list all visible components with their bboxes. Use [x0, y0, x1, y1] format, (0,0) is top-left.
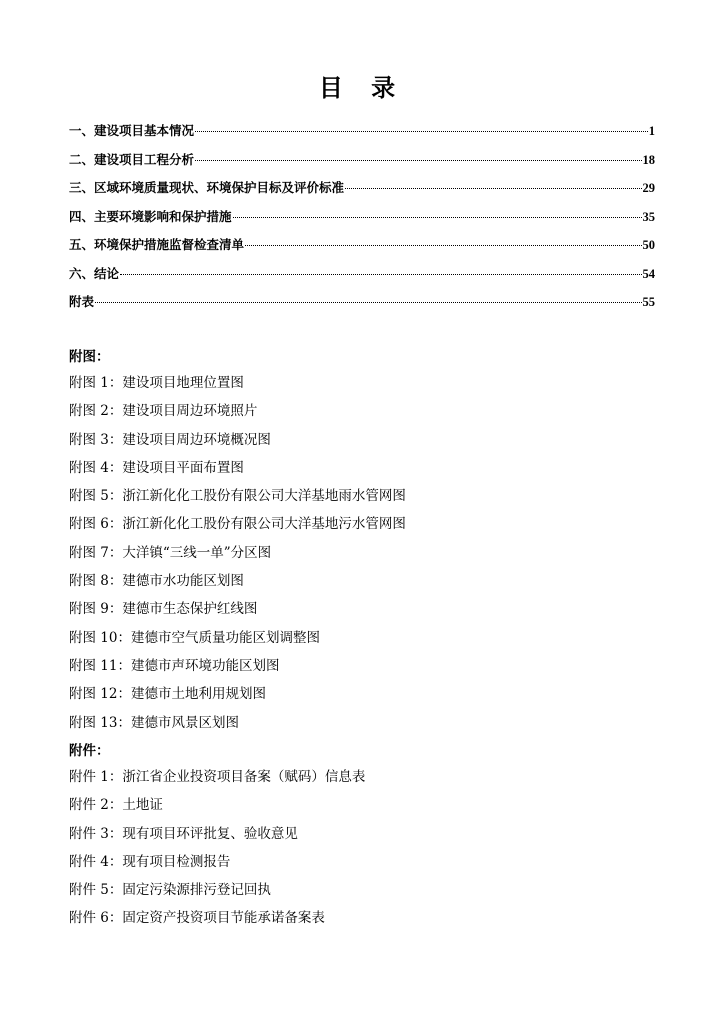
toc-entry-page: 54: [642, 266, 655, 281]
page-title: 目 录: [318, 74, 406, 102]
toc-entry[interactable]: [69, 292, 655, 321]
figure-item: 附图 3：建设项目周边环境概况图: [69, 431, 271, 448]
figure-item: 附图 8：建德市水功能区划图: [69, 573, 244, 590]
toc-entry-page: 29: [642, 181, 655, 195]
figure-item: 附图 13：建德市风景区划图: [69, 714, 239, 731]
toc-entry-page: 1: [648, 124, 655, 138]
table-of-contents: [69, 121, 655, 321]
figure-item: 附图 4：建设项目平面布置图: [69, 459, 244, 476]
toc-entry-page: 50: [642, 238, 655, 252]
toc-entry-page: 55: [642, 295, 655, 309]
toc-entry-label: 附表: [69, 294, 95, 309]
figure-item: 附图 1：建设项目地理位置图: [69, 375, 244, 391]
toc-entry-page: 18: [642, 152, 655, 167]
toc-entry[interactable]: [69, 121, 655, 150]
toc-entry[interactable]: [69, 150, 655, 179]
attachment-item: 附件 1：浙江省企业投资项目备案（赋码）信息表: [69, 769, 366, 785]
toc-entry-label: 五、环境保护措施监督检查清单: [69, 237, 245, 252]
figure-item: 附图 7：大洋镇“三线一单”分区图: [69, 544, 272, 561]
attachment-item: 附件 3：现有项目环评批复、验收意见: [69, 825, 298, 842]
figures-heading: 附图：: [69, 349, 110, 365]
toc-entry[interactable]: [69, 178, 655, 207]
toc-entry-label: 二、建设项目工程分析: [69, 151, 195, 167]
figure-item: 附图 2：建设项目周边环境照片: [69, 403, 258, 420]
toc-dot-leader: [95, 302, 641, 303]
figure-item: 附图 9：建德市生态保护红线图: [69, 601, 258, 618]
attachment-item: 附件 6：固定资产投资项目节能承诺备案表: [69, 910, 325, 927]
attachments-heading: 附件：: [69, 743, 110, 759]
toc-dot-leader: [195, 160, 641, 161]
toc-dot-leader: [345, 188, 641, 189]
toc-dot-leader: [233, 217, 642, 218]
figure-item: 附图 12：建德市土地利用规划图: [69, 686, 266, 703]
toc-dot-leader: [245, 245, 641, 246]
toc-entry-label: 三、区域环境质量现状、环境保护目标及评价标准: [69, 180, 345, 195]
attachment-item: 附件 4：现有项目检测报告: [69, 853, 231, 870]
toc-dot-leader: [195, 131, 648, 132]
figure-item: 附图 10：建德市空气质量功能区划调整图: [69, 629, 320, 646]
toc-entry[interactable]: [69, 264, 655, 293]
attachment-item: 附件 5：固定污染源排污登记回执: [69, 882, 271, 899]
figure-item: 附图 6：浙江新化化工股份有限公司大洋基地污水管网图: [69, 516, 406, 533]
toc-entry-label: 一、建设项目基本情况: [69, 123, 195, 138]
figures-list: [69, 374, 669, 742]
figure-item: 附图 11：建德市声环境功能区划图: [69, 657, 280, 674]
figure-item: 附图 5：浙江新化化工股份有限公司大洋基地雨水管网图: [69, 488, 406, 505]
attachment-item: 附件 2：土地证: [69, 797, 163, 814]
toc-entry[interactable]: [69, 235, 655, 264]
toc-entry-page: 35: [642, 209, 655, 224]
toc-entry-label: 六、结论: [69, 265, 120, 281]
attachments-list: [69, 768, 669, 938]
toc-entry-label: 四、主要环境影响和保护措施: [69, 208, 232, 224]
toc-dot-leader: [120, 274, 641, 275]
toc-entry[interactable]: [69, 207, 655, 236]
